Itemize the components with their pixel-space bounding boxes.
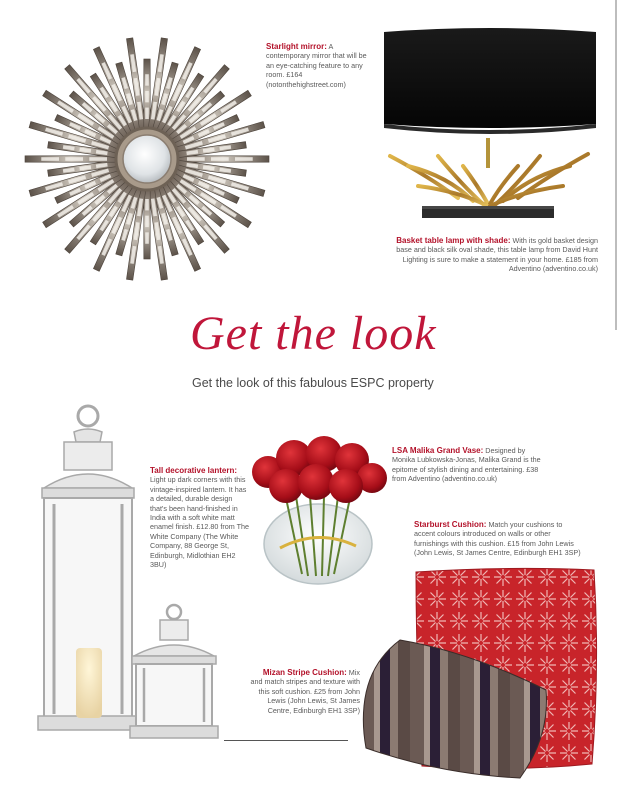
starlight-mirror-image [20,28,274,290]
starburst-caption-text: Match your cushions to accent colours introduced on walls or other furnishings with this cushion. £15 from John Lewis (John Lewis, St James Centre, Edinburgh EH1 3SP) [414,520,581,558]
lantern-caption-title: Tall decorative lantern: [150,466,237,475]
mirror-ray [25,156,117,162]
mirror-caption-text: A contemporary mirror that will be an eye-catching feature to any room. £164 (notonthehighstreet.com) [266,42,367,89]
starburst-caption-title: Starburst Cushion: [414,520,487,529]
candle [76,648,102,718]
mizan-caption-text: Mix and match stripes and texture with this soft cushion. £25 from John Lewis (John Lewis, St James Centre, Edinburgh EH1 3SP) [250,668,360,715]
basket-lamp-image [378,26,602,226]
page-subtitle: Get the look of this fabulous ESPC property [192,376,434,390]
lantern-caption [150,466,250,569]
lanterns-image [34,404,224,742]
lantern-caption-text: Light up dark corners with this vintage-inspired lantern. It has a detailed, durable design that's been hand-finished in India with a soft white matt enamel finish. £12.80 from The White Company (The White Company, 88 George St, Edinburgh, Midlothian EH2 3BU) [150,475,249,570]
short-lantern [130,605,218,738]
bottom-rule [224,740,348,741]
red-roses [252,436,387,503]
mirror-ray [144,189,150,259]
starburst-caption [414,520,582,558]
vase-caption [392,446,542,484]
cushions-image [360,566,600,792]
lamp-caption [386,236,598,274]
lamp-shade [384,28,596,128]
vase [264,496,372,584]
mirror-ray [144,59,150,129]
mizan-caption-title: Mizan Stripe Cushion: [262,668,347,677]
lamp-caption-text: With its gold basket design base and black silk oval shade, this table lamp from David Hunt Lighting is sure to make a statement in your home. £185 from Adventino (adventino.co.uk) [396,236,598,274]
vase-caption-title: LSA Malika Grand Vase: [392,446,484,455]
mirror-caption-title: Starlight mirror: [266,42,327,51]
page-edge-line [615,0,617,330]
lamp-caption-title: Basket table lamp with shade: [396,236,511,245]
lamp-stem [486,138,490,168]
rose-vase-image [246,436,392,586]
mirror-ray [177,156,269,162]
mizan-caption [250,668,360,715]
vase-caption-text: Designed by Monika Lubkowska-Jonas, Malika Grand is the epitome of stylish dining and entertaining. £38 from Adventino (adventino.co.uk) [392,446,541,484]
page-title: Get the look [190,307,437,360]
mirror-caption [266,42,374,89]
mirror-glass [123,135,171,183]
